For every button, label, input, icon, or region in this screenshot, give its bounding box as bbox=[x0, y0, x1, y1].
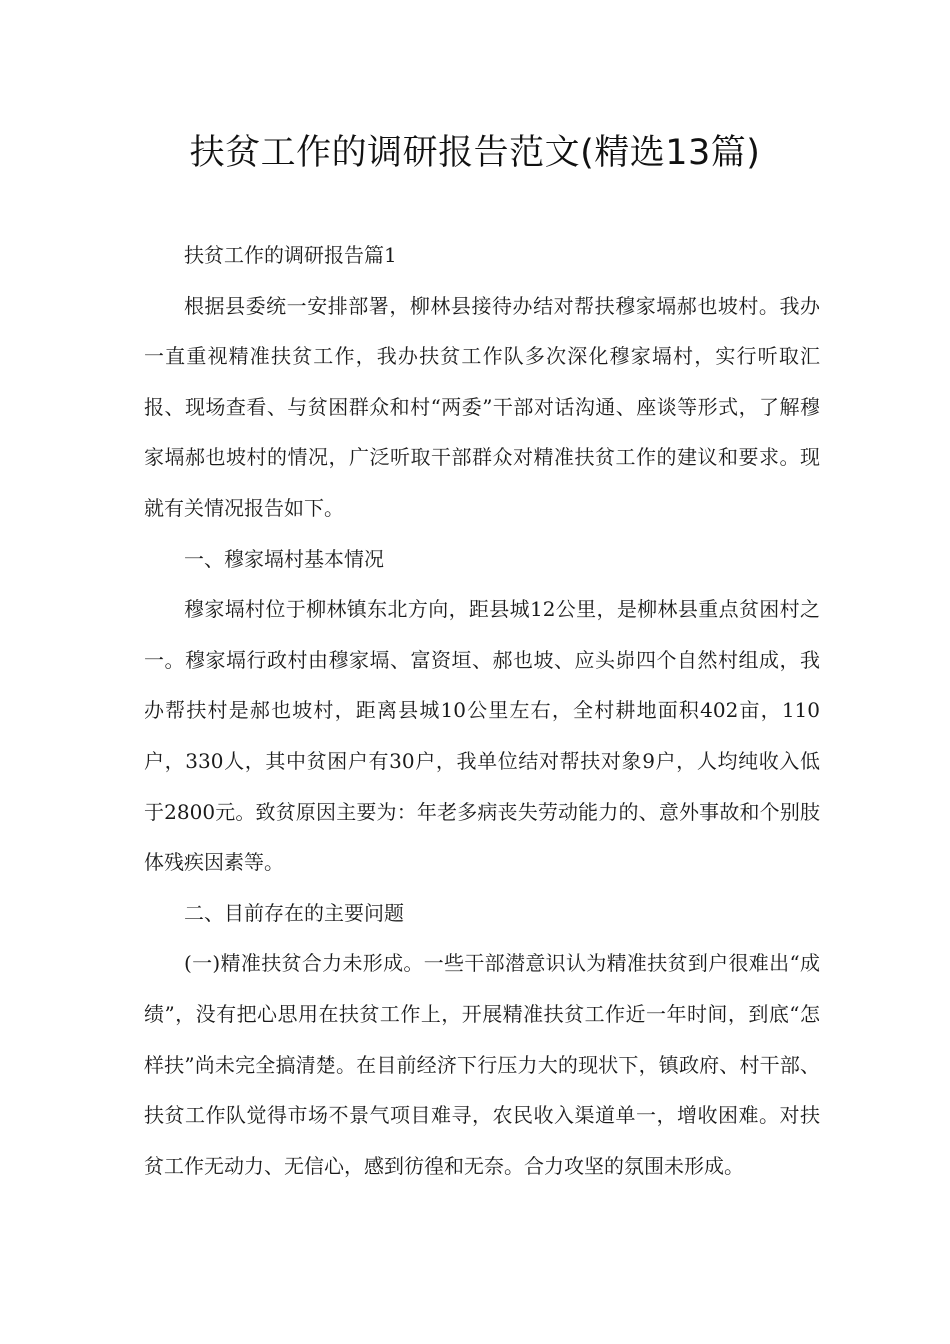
document-title: 扶贫工作的调研报告范文(精选13篇) bbox=[189, 133, 761, 173]
intro-paragraph: 根据县委统一安排部署，柳林县接待办结对帮扶穆家塥郝也坡村。我办一直重视精准扶贫工作，我办扶贫工作队多次深化穆家塥村，实行听取汇报、现场查看、与贫困群众和村“两委”干部对话沟通、座谈等形式，了解穆家塥郝也坡村的情况，广泛听取干部群众对精准扶贫工作的建议和要求。现就有关情况报告如下。 bbox=[144, 293, 820, 520]
section-heading-basic-situation: 一、穆家塥村基本情况 bbox=[184, 546, 384, 571]
section-heading-main-problems: 二、目前存在的主要问题 bbox=[184, 900, 404, 925]
basic-situation-paragraph: 穆家塥村位于柳林镇东北方向，距县城12公里，是柳林县重点贫困村之一。穆家塥行政村由穆家塥、富资垣、郝也坡、应头峁四个自然村组成，我办帮扶村是郝也坡村，距离县城10公里左右，全村耕地面积402亩，110户，330人，其中贫困户有30户，我单位结对帮扶对象9户，人均纯收入低于2800元。致贫原因主要为：年老多病丧失劳动能力的、意外事故和个别肢体残疾因素等。 bbox=[144, 597, 820, 875]
section-heading-part-1: 扶贫工作的调研报告篇1 bbox=[184, 243, 397, 267]
document-body bbox=[144, 230, 820, 1191]
problem-one-paragraph: (一)精准扶贫合力未形成。一些干部潜意识认为精准扶贫到户很难出“成绩”，没有把心思用在扶贫工作上，开展精准扶贫工作近一年时间，到底“怎样扶”尚未完全搞清楚。在目前经济下行压力大的现状下，镇政府、村干部、扶贫工作队觉得市场不景气项目难寻，农民收入渠道单一，增收困难。对扶贫工作无动力、无信心，感到彷徨和无奈。合力攻坚的氛围未形成。 bbox=[144, 951, 820, 1178]
